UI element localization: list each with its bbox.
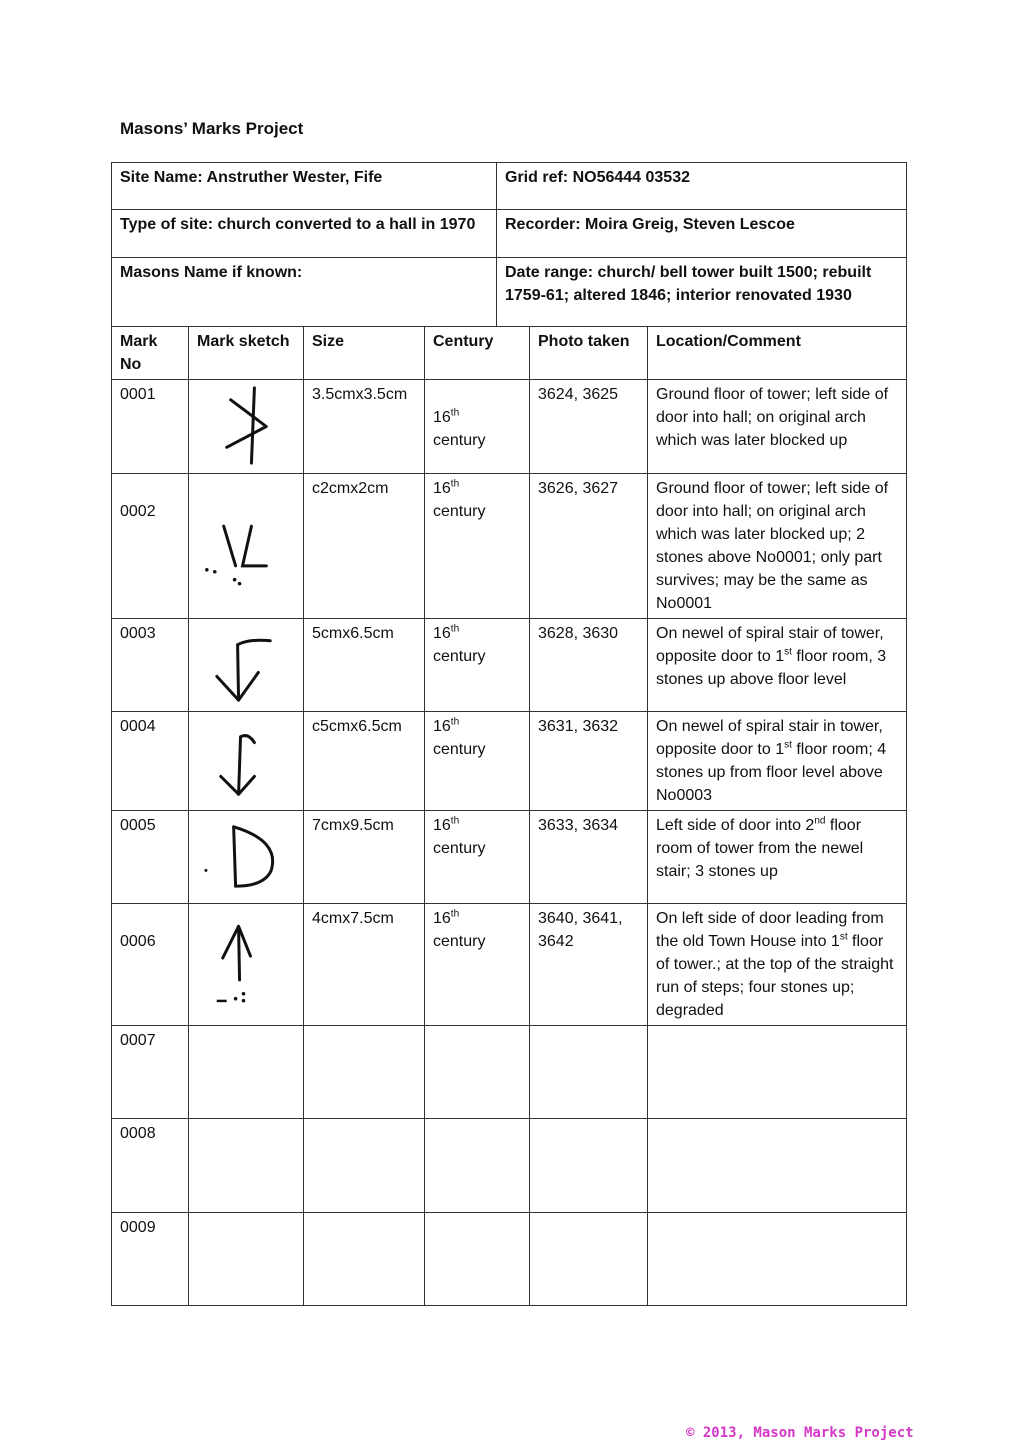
century: 16th century [425,811,530,904]
location-comment: Ground floor of tower; left side of door into hall; on original arch which was later blocked up; 2 stones above No0001; only part survives; may be the same as No0001 [648,474,907,619]
col-photo-taken: Photo taken [530,327,648,380]
location-comment [648,1026,907,1119]
location-comment: Left side of door into 2nd floor room of tower from the newel stair; 3 stones up [648,811,907,904]
size: 3.5cmx3.5cm [304,380,425,474]
photo-taken: 3640, 3641, 3642 [530,904,648,1026]
table-row [112,1119,907,1213]
photo-taken: 3626, 3627 [530,474,648,619]
mark-no: 0009 [112,1213,189,1306]
copyright-notice: © 2013, Mason Marks Project [686,1425,914,1441]
photo-taken [530,1119,648,1213]
century [425,1213,530,1306]
century: 16th century [425,474,530,619]
mark-no: 0008 [112,1119,189,1213]
century: 16th century [425,904,530,1026]
mark-sketch [189,619,304,712]
size: 5cmx6.5cm [304,619,425,712]
table-row [112,1026,907,1119]
mark-sketch [189,474,304,619]
table-row [112,712,907,811]
size: 4cmx7.5cm [304,904,425,1026]
table-row [112,474,907,619]
mark-sketch [189,1119,304,1213]
location-comment [648,1119,907,1213]
mark-no: 0005 [112,811,189,904]
table-row [112,1213,907,1306]
hooked-arrow-mark-icon [189,712,303,810]
photo-taken: 3631, 3632 [530,712,648,811]
marks-header-row [112,327,907,380]
col-size: Size [304,327,425,380]
table-row [112,380,907,474]
mark-sketch [189,1213,304,1306]
mark-sketch [189,1026,304,1119]
photo-taken [530,1026,648,1119]
crossed-arrow-mark-icon [189,380,303,473]
col-location-comment: Location/Comment [648,327,907,380]
type-of-site-cell: Type of site: church converted to a hall in 1970 [112,210,497,258]
mark-no: 0003 [112,619,189,712]
table-row [112,619,907,712]
mark-no: 0007 [112,1026,189,1119]
size [304,1026,425,1119]
col-mark-sketch: Mark sketch [189,327,304,380]
hooked-arrow-mark-icon [189,619,303,711]
d-mark-icon [189,811,303,903]
mark-sketch [189,811,304,904]
mark-no: 0001 [112,380,189,474]
location-comment: On newel of spiral stair of tower, opposite door to 1st floor room, 3 stones up above floor level [648,619,907,712]
photo-taken [530,1213,648,1306]
mark-sketch [189,904,304,1026]
grid-ref-cell: Grid ref: NO56444 03532 [497,163,907,210]
v-mark-icon [189,474,303,618]
size [304,1119,425,1213]
century [425,1026,530,1119]
recorder-cell: Recorder: Moira Greig, Steven Lescoe [497,210,907,258]
century: 16th century [425,619,530,712]
mark-no: 0004 [112,712,189,811]
mark-no: 0006 [112,904,189,1026]
size: c5cmx6.5cm [304,712,425,811]
century [425,1119,530,1213]
mark-sketch [189,712,304,811]
col-mark-no: Mark No [112,327,189,380]
site-info-table [111,162,907,327]
site-name-cell: Site Name: Anstruther Wester, Fife [112,163,497,210]
col-century: Century [425,327,530,380]
century: 16th century [425,712,530,811]
date-range-cell: Date range: church/ bell tower built 1500; rebuilt 1759-61; altered 1846; interior renovated 1930 [497,258,907,327]
marks-table [111,326,907,1306]
photo-taken: 3628, 3630 [530,619,648,712]
size: 7cmx9.5cm [304,811,425,904]
size: c2cmx2cm [304,474,425,619]
photo-taken: 3633, 3634 [530,811,648,904]
location-comment: On left side of door leading from the old Town House into 1st floor of tower.; at the top of the straight run of steps; four stones up; degraded [648,904,907,1026]
photo-taken: 3624, 3625 [530,380,648,474]
mark-sketch [189,380,304,474]
masons-name-cell: Masons Name if known: [112,258,497,327]
page-title: Masons’ Marks Project [120,119,304,138]
location-comment [648,1213,907,1306]
table-row [112,811,907,904]
location-comment: Ground floor of tower; left side of door into hall; on original arch which was later blocked up [648,380,907,474]
table-row [112,904,907,1026]
location-comment: On newel of spiral stair in tower, opposite door to 1st floor room; 4 stones up from floor level above No0003 [648,712,907,811]
mark-no: 0002 [112,474,189,619]
up-arrow-mark-icon [189,904,303,1025]
size [304,1213,425,1306]
century: 16th century [425,380,530,474]
